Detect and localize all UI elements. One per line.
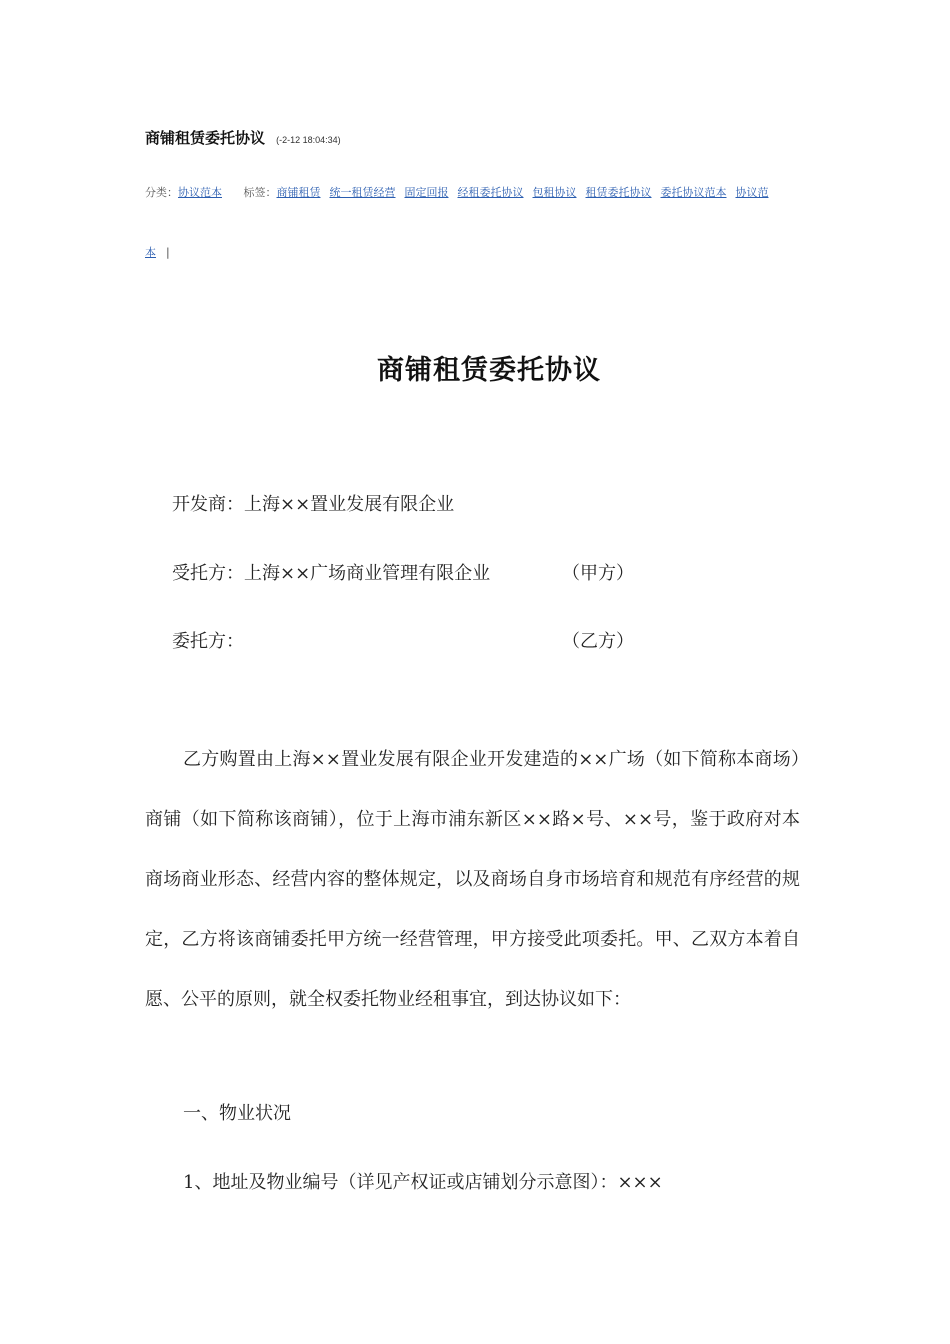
party-developer — [172, 490, 454, 516]
post-date: (-2-12 18:04:34) — [276, 135, 341, 145]
post-meta — [145, 184, 769, 200]
tag-link[interactable]: 经租委托协议 — [457, 186, 524, 199]
party-trustee — [172, 559, 634, 585]
preamble-paragraph: 乙方购置由上海××置业发展有限企业开发建造的××广场（如下简称本商场）商铺（如下简称该商铺），位于上海市浦东新区××路×号、××号，鉴于政府对本商场商业形态、经营内容的整体规定，以及商场自身市场培育和规范有序经营的规定，乙方将该商铺委托甲方统一经营管理，甲方接受此项委托。甲、乙双方本着自愿、公平的原则，就全权委托物业经租事宜，到达协议如下： — [145, 749, 800, 1010]
post-header — [145, 127, 341, 148]
tag-link[interactable]: 包租协议 — [532, 186, 577, 199]
document-title: 商铺租赁委托协议 — [377, 355, 601, 386]
party-text: 委托方： — [172, 631, 244, 652]
party-role-tag: （乙方） — [562, 631, 634, 652]
post-title: 商铺租赁委托协议 — [145, 129, 266, 147]
party-text: 开发商：上海××置业发展有限企业 — [172, 494, 455, 515]
tag-link[interactable]: 统一租赁经营 — [329, 186, 396, 199]
tag-link[interactable]: 固定回报 — [404, 186, 449, 199]
tags-label: 标签： — [243, 186, 277, 199]
post-meta-continued — [145, 244, 170, 260]
section-heading: 一、物业状况 — [183, 1103, 291, 1124]
tag-link[interactable]: 商铺租赁 — [276, 186, 321, 199]
meta-separator: | — [166, 246, 170, 259]
party-role-tag: （甲方） — [562, 563, 634, 584]
party-principal — [172, 627, 634, 653]
tag-link[interactable]: 委托协议范本 — [660, 186, 727, 199]
tag-link-continued[interactable]: 本 — [145, 246, 156, 259]
clause-item: 1、地址及物业编号（详见产权证或店铺划分示意图）：××× — [183, 1172, 663, 1193]
category-link[interactable]: 协议范本 — [178, 186, 222, 199]
party-text: 受托方：上海××广场商业管理有限企业 — [172, 563, 491, 584]
tag-link[interactable]: 协议范 — [735, 186, 769, 199]
category-label: 分类： — [145, 186, 178, 199]
tag-link[interactable]: 租赁委托协议 — [585, 186, 652, 199]
